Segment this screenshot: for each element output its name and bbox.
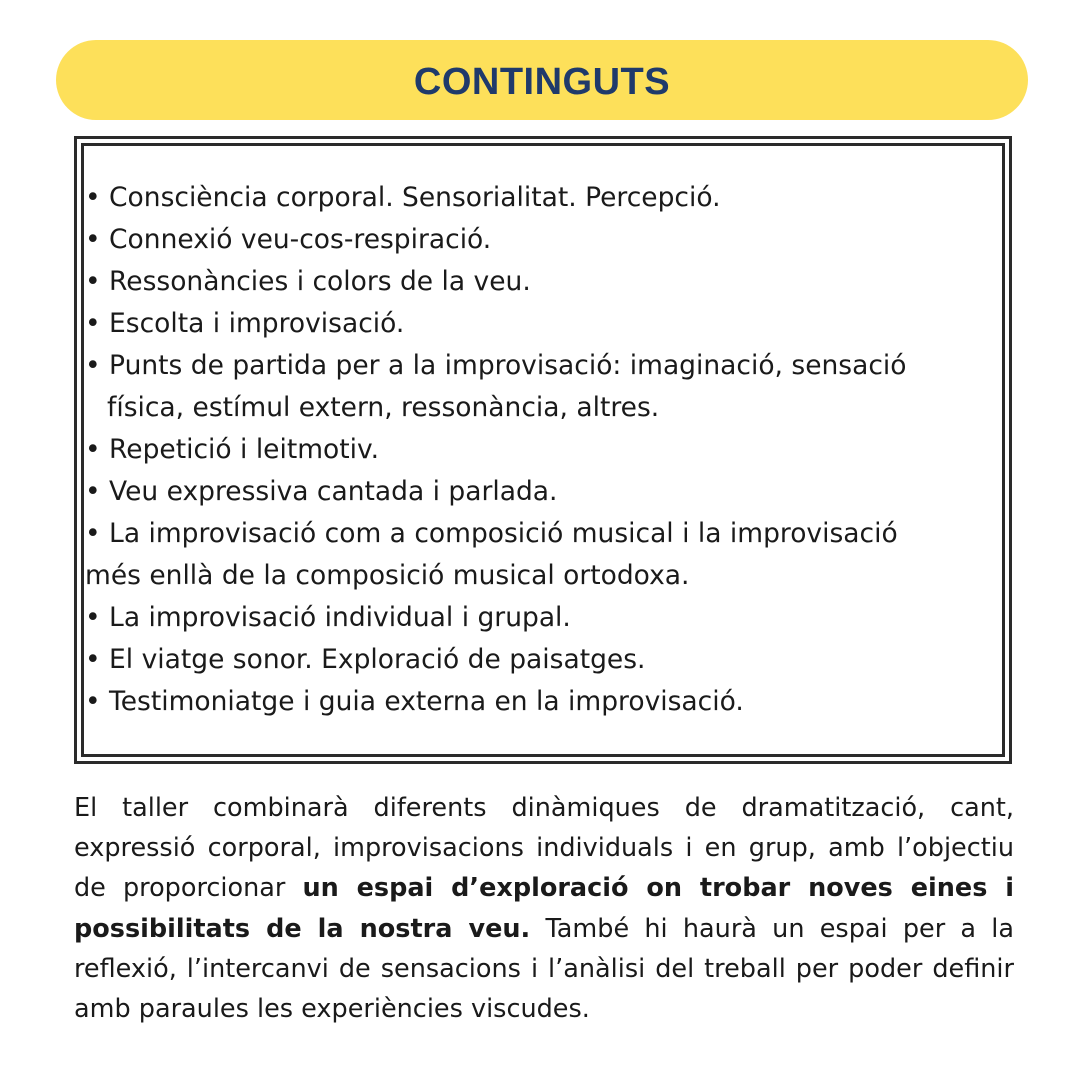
list-item: • La improvisació com a composició musical i la improvisació (85, 518, 898, 549)
description-outro: També hi haurà un espai per a la reflexió, l’intercanvi de sensacions i l’anàlisi del treball per poder definir amb paraules les experiències viscudes. (74, 913, 1014, 1025)
list-item-continuation: més enllà de la composició musical ortodoxa. (85, 560, 690, 591)
list-item: • Ressonàncies i colors de la veu. (85, 266, 531, 297)
list-item: • Repetició i leitmotiv. (85, 434, 380, 465)
list-item: • Testimoniatge i guia externa en la improvisació. (85, 686, 744, 717)
list-item-continuation: física, estímul extern, ressonància, altres. (107, 392, 660, 423)
list-item: • Escolta i improvisació. (85, 308, 405, 339)
list-item: • La improvisació individual i grupal. (85, 602, 571, 633)
list-item: • Veu expressiva cantada i parlada. (85, 476, 558, 507)
section-title: CONTINGUTS (413, 60, 671, 103)
description-intro: El taller combinarà diferents dinàmiques de dramatització, cant, expressió corporal, improvisacions individuals i en grup, amb l’objectiu de proporcionar (74, 793, 1014, 904)
description-emphasis: un espai d’exploració on trobar noves eines i possibilitats de la nostra veu. (74, 873, 1014, 944)
list-item: • Consciència corporal. Sensorialitat. Percepció. (85, 182, 721, 213)
list-item: • Connexió veu-cos-respiració. (85, 224, 492, 255)
contents-list (85, 177, 1007, 723)
list-item: • El viatge sonor. Exploració de paisatges. (85, 644, 646, 675)
list-item: • Punts de partida per a la improvisació: imaginació, sensació (85, 350, 907, 381)
section-banner (56, 40, 1028, 120)
description-paragraph (74, 788, 1014, 1029)
